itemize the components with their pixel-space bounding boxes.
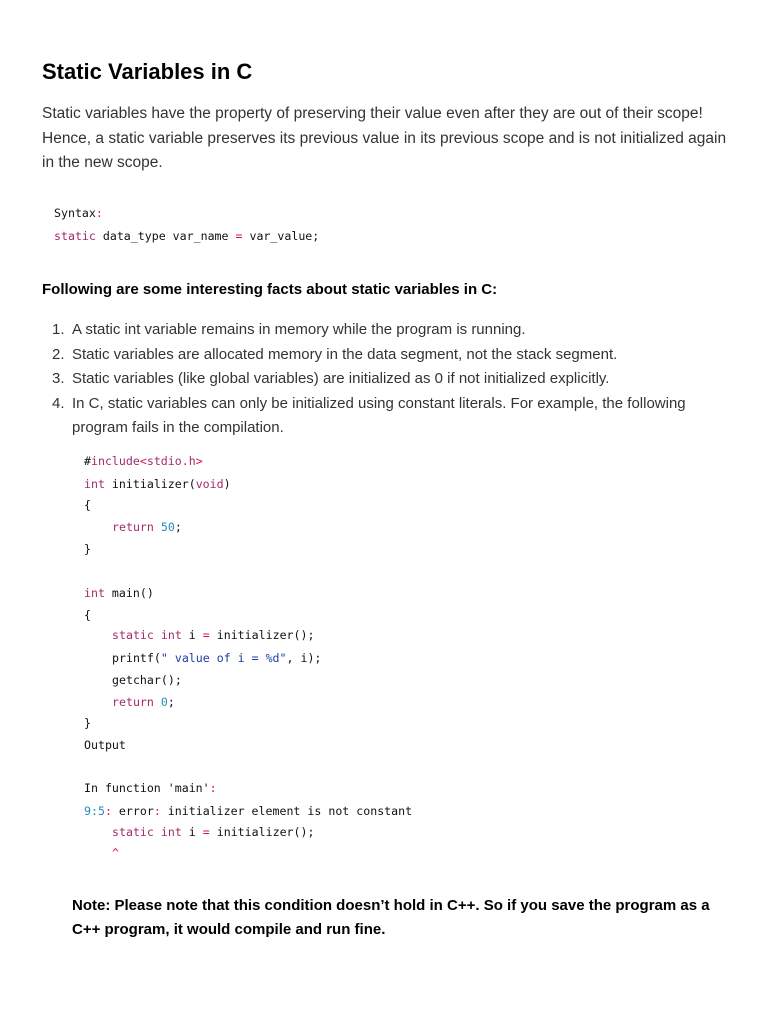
code-equals: = <box>202 628 210 642</box>
code-static-keyword: static <box>112 825 154 839</box>
syntax-rest: var_value; <box>242 229 320 243</box>
code-variable: i <box>181 825 203 839</box>
list-item <box>52 392 712 441</box>
code-int-keyword: int <box>84 586 105 600</box>
list-item-number: 4. <box>52 394 65 412</box>
list-item <box>52 367 712 392</box>
code-line-brace-open <box>84 608 91 622</box>
code-line-error-source <box>112 825 314 839</box>
code-line-getchar <box>112 673 182 687</box>
error-word: error <box>111 804 154 818</box>
code-line-output-label <box>84 738 126 752</box>
code-line-return-50 <box>112 520 182 534</box>
error-caret: ^ <box>112 846 119 860</box>
code-space <box>154 520 161 534</box>
intro-paragraph: Static variables have the property of preserving their value even after they are out of their scope! Hence, a static variable preserves its previous value in its previous scope and is not initialized again in the new scope. <box>42 105 727 171</box>
code-line-include <box>84 454 203 468</box>
code-function-name: initializer( <box>104 477 196 491</box>
code-void-keyword: void <box>195 477 224 491</box>
code-line-brace-close <box>84 716 91 730</box>
error-location: 9:5 <box>84 804 105 818</box>
facts-heading: Following are some interesting facts about static variables in C: <box>42 281 498 298</box>
code-gt: > <box>195 454 203 468</box>
code-brace: } <box>84 542 91 556</box>
code-call: initializer(); <box>209 825 315 839</box>
code-brace: { <box>84 498 91 512</box>
code-line-printf <box>112 651 321 665</box>
code-variable: i <box>181 628 203 642</box>
code-line-return-0 <box>112 695 175 709</box>
syntax-declaration-line <box>54 229 319 243</box>
code-call: initializer(); <box>209 628 315 642</box>
list-item-text: Static variables (like global variables) are initialized as 0 if not initialized explicitly. <box>72 370 610 387</box>
code-lt: < <box>139 454 147 468</box>
list-item <box>52 318 712 343</box>
code-colon: : <box>153 804 161 818</box>
list-item <box>52 343 712 368</box>
syntax-equals: = <box>235 229 243 243</box>
code-int-keyword: int <box>84 477 105 491</box>
code-listing <box>84 454 584 860</box>
code-line-brace-open <box>84 498 91 512</box>
error-message: initializer element is not constant <box>160 804 413 818</box>
code-include-keyword: include <box>90 454 140 468</box>
code-printf-args: , i); <box>286 651 322 665</box>
output-label: Output <box>84 738 126 752</box>
list-item-number: 2. <box>52 345 65 363</box>
code-line-main-signature <box>84 586 154 600</box>
syntax-code-block <box>54 206 454 256</box>
list-item-number: 3. <box>52 370 65 387</box>
facts-list <box>52 318 712 441</box>
error-function-text: In function 'main' <box>84 781 210 795</box>
syntax-colon: : <box>95 206 103 220</box>
code-semicolon: ; <box>167 695 175 709</box>
code-colon: : <box>104 804 112 818</box>
page-title: Static Variables in C <box>42 59 253 84</box>
syntax-label-line <box>54 206 103 220</box>
code-int-keyword: int <box>160 628 182 642</box>
code-printf: printf( <box>112 651 161 665</box>
code-string: " value of i = %d" <box>160 651 287 665</box>
code-header-name: stdio.h <box>146 454 196 468</box>
syntax-label: Syntax <box>54 206 96 220</box>
code-number: 0 <box>160 695 168 709</box>
code-main-name: main() <box>104 586 154 600</box>
syntax-decl: data_type var_name <box>95 229 236 243</box>
list-item-text: Static variables are allocated memory in the data segment, not the stack segment. <box>72 345 618 363</box>
note-paragraph: Note: Please note that this condition doesn’t hold in C++. So if you save the program as a C++ program, it would compile and run fine. <box>72 897 710 938</box>
code-line-static-decl <box>112 628 314 642</box>
list-item-text: A static int variable remains in memory while the program is running. <box>72 321 526 338</box>
code-equals: = <box>202 825 210 839</box>
code-int-keyword: int <box>160 825 182 839</box>
code-number: 50 <box>160 520 175 534</box>
code-getchar: getchar(); <box>112 673 182 687</box>
code-colon: : <box>209 781 217 795</box>
code-line-error-function <box>84 781 217 795</box>
code-semicolon: ; <box>174 520 182 534</box>
code-brace: } <box>84 716 91 730</box>
code-line-error-message <box>84 804 412 818</box>
list-item-number: 1. <box>52 321 65 338</box>
code-hash: # <box>84 454 91 468</box>
code-line-caret <box>112 846 119 860</box>
code-space <box>154 695 161 709</box>
code-line-brace-close <box>84 542 91 556</box>
code-paren: ) <box>223 477 231 491</box>
code-brace: { <box>84 608 91 622</box>
code-space <box>154 628 161 642</box>
code-static-keyword: static <box>112 628 154 642</box>
code-space <box>154 825 161 839</box>
list-item-text: In C, static variables can only be initialized using constant literals. For example, the following program fails in the compilation. <box>72 394 686 436</box>
code-return-keyword: return <box>112 520 154 534</box>
syntax-static-keyword: static <box>54 229 96 243</box>
code-line-initializer-signature <box>84 477 231 491</box>
code-return-keyword: return <box>112 695 154 709</box>
